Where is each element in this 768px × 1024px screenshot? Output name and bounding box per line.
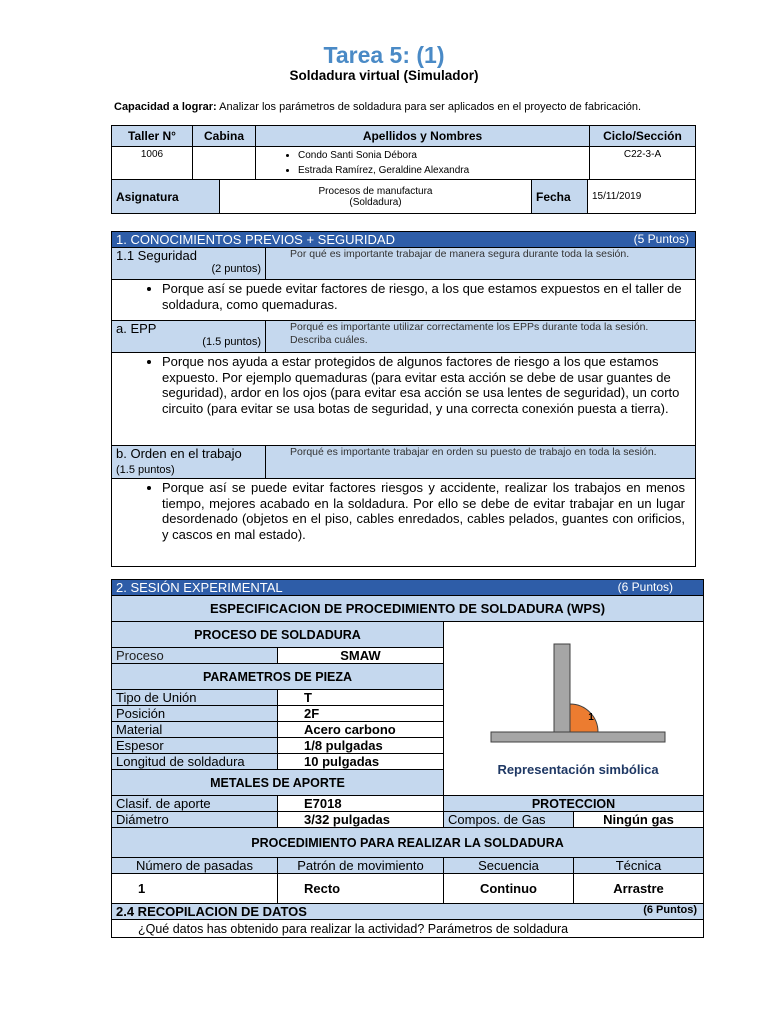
student-name: • Estrada Ramírez, Geraldine Alexandra	[298, 163, 585, 178]
epp-question: Porqué es importante utilizar correctamente los EPPs durante toda la sesión. Describa cuáles.	[266, 321, 696, 353]
wps-title: ESPECIFICACION DE PROCEDIMIENTO DE SOLDADURA (WPS)	[112, 596, 704, 622]
recop-title: 2.4 RECOPILACION DE DATOS	[116, 904, 307, 919]
orden-answer: • Porque así se puede evitar factores riesgos y accidente, realizar los trabajos en menos tiempo, mejores acabado en la soldadura. Por ello se debe de evitar trabajar en un lugar desordenado (objetos en el piso, cables enredados, cables pelados, guantes con orificios, y cascos en mal estado).	[162, 480, 685, 542]
seguridad-answer-cell	[112, 280, 696, 321]
recop-points: (6 Puntos)	[643, 904, 697, 916]
epp-answer-cell	[112, 353, 696, 446]
tipo-union-value: T	[278, 690, 444, 706]
header-cabina: Cabina	[193, 126, 256, 147]
seguridad-label: 1.1 Seguridad	[116, 248, 197, 263]
seguridad-answer: • Porque así se puede evitar factores de riesgo, a los que estamos expuestos en el taller de soldadura, como quemaduras.	[162, 281, 691, 312]
weld-number: 1	[588, 712, 594, 723]
asignatura-line1: Procesos de manufactura	[318, 185, 433, 197]
orden-answer-cell	[112, 479, 696, 567]
proceso-value: SMAW	[278, 648, 444, 664]
asignatura-label: Asignatura	[112, 180, 220, 214]
header-ciclo: Ciclo/Sección	[590, 126, 696, 147]
student-name: • Condo Santi Sonia Débora	[298, 148, 585, 163]
info-table	[111, 125, 696, 180]
page-subtitle: Soldadura virtual (Simulador)	[289, 68, 479, 83]
material-value: Acero carbono	[278, 722, 444, 738]
fillet-weld	[570, 704, 598, 732]
seguridad-points: (2 puntos)	[211, 263, 261, 275]
fecha-value: 15/11/2019	[588, 180, 696, 214]
epp-label: a. EPP	[116, 321, 157, 336]
epp-points: (1.5 puntos)	[202, 336, 261, 348]
header-names: Apellidos y Nombres	[256, 126, 590, 147]
espesor-value: 1/8 pulgadas	[278, 738, 444, 754]
procedimiento-title: PROCEDIMIENTO PARA REALIZAR LA SOLDADURA	[112, 828, 704, 858]
posicion-label: Posición	[112, 706, 278, 722]
ciclo-value: C22-3-A	[590, 147, 696, 180]
base-plate	[491, 732, 665, 742]
proceso-title: PROCESO DE SOLDADURA	[112, 622, 444, 648]
proc-header-pasadas: Número de pasadas	[112, 858, 278, 874]
section2-header	[112, 580, 704, 596]
vertical-plate	[554, 644, 570, 732]
proc-value-patron: Recto	[278, 874, 444, 904]
pieza-title: PARAMETROS DE PIEZA	[112, 664, 444, 690]
orden-label	[116, 446, 261, 478]
proc-header-secuencia: Secuencia	[444, 858, 574, 874]
symbol-cell	[444, 622, 704, 796]
taller-value: 1006	[112, 147, 193, 180]
section1-title: 1. CONOCIMIENTOS PREVIOS + SEGURIDAD	[116, 232, 395, 247]
section1-table	[111, 231, 696, 567]
page-title: Tarea 5: (1)	[323, 42, 445, 68]
proc-value-tecnica: Arrastre	[574, 874, 704, 904]
diametro-label: Diámetro	[112, 812, 278, 828]
orden-question: Porqué es importante trabajar en orden su puesto de trabajo en toda la sesión.	[266, 446, 696, 479]
tipo-union-label: Tipo de Unión	[112, 690, 278, 706]
names-cell	[256, 147, 590, 180]
capacity-line	[114, 101, 641, 113]
gas-value: Ningún gas	[574, 812, 704, 828]
proceso-label: Proceso	[112, 648, 278, 664]
section2-table	[111, 579, 704, 938]
recop-question: ¿Qué datos has obtenido para realizar la actividad? Parámetros de soldadura	[112, 920, 704, 938]
section2-title: 2. SESIÓN EXPERIMENTAL	[116, 580, 283, 595]
asignatura-value	[220, 180, 532, 214]
fecha-label: Fecha	[532, 180, 588, 214]
orden-label-cell	[112, 446, 266, 479]
seguridad-question: Por qué es importante trabajar de manera segura durante toda la sesión.	[266, 248, 696, 280]
capacity-label: Capacidad a lograr:	[114, 101, 217, 113]
proc-header-tecnica: Técnica	[574, 858, 704, 874]
proteccion-title: PROTECCION	[444, 796, 704, 812]
proc-header-patron: Patrón de movimiento	[278, 858, 444, 874]
recop-header	[112, 904, 704, 920]
section2-points: (6 Puntos)	[617, 580, 673, 594]
capacity-text: Analizar los parámetros de soldadura para ser aplicados en el proyecto de fabricación.	[219, 101, 642, 113]
proc-value-pasadas: 1	[112, 874, 278, 904]
orden-points: (1.5 puntos)	[116, 464, 175, 476]
proc-value-secuencia: Continuo	[444, 874, 574, 904]
orden-label-text: b. Orden en el trabajo	[116, 446, 242, 461]
espesor-label: Espesor	[112, 738, 278, 754]
epp-answer: • Porque nos ayuda a estar protegidos de algunos factores de riesgo a los que estamos expuesto. Por ejemplo quemaduras (para evitar esta acción se debe de usar guantes de seguridad), ardor en los ojos (para evitar esa acción se usa lentes de seguridad), un corto circuito (para evitar se usa botas de seguridad, y una correcta conexión puesta a tierra).	[162, 354, 691, 416]
header-taller: Taller N°	[112, 126, 193, 147]
clasif-label: Clasif. de aporte	[112, 796, 278, 812]
asignatura-table	[111, 179, 696, 214]
epp-label-cell	[112, 321, 266, 353]
longitud-label: Longitud de soldadura	[112, 754, 278, 770]
posicion-value: 2F	[278, 706, 444, 722]
section1-points: (5 Puntos)	[633, 232, 690, 246]
weld-symbol-diagram	[444, 622, 704, 782]
section1-header	[112, 232, 696, 248]
clasif-value: E7018	[278, 796, 444, 812]
symbol-caption: Representación simbólica	[497, 762, 659, 777]
seguridad-label-cell	[112, 248, 266, 280]
gas-label: Compos. de Gas	[444, 812, 574, 828]
metales-title: METALES DE APORTE	[112, 770, 444, 796]
longitud-value: 10 pulgadas	[278, 754, 444, 770]
asignatura-line2: (Soldadura)	[349, 196, 402, 208]
material-label: Material	[112, 722, 278, 738]
diametro-value: 3/32 pulgadas	[278, 812, 444, 828]
cabina-value	[193, 147, 256, 180]
